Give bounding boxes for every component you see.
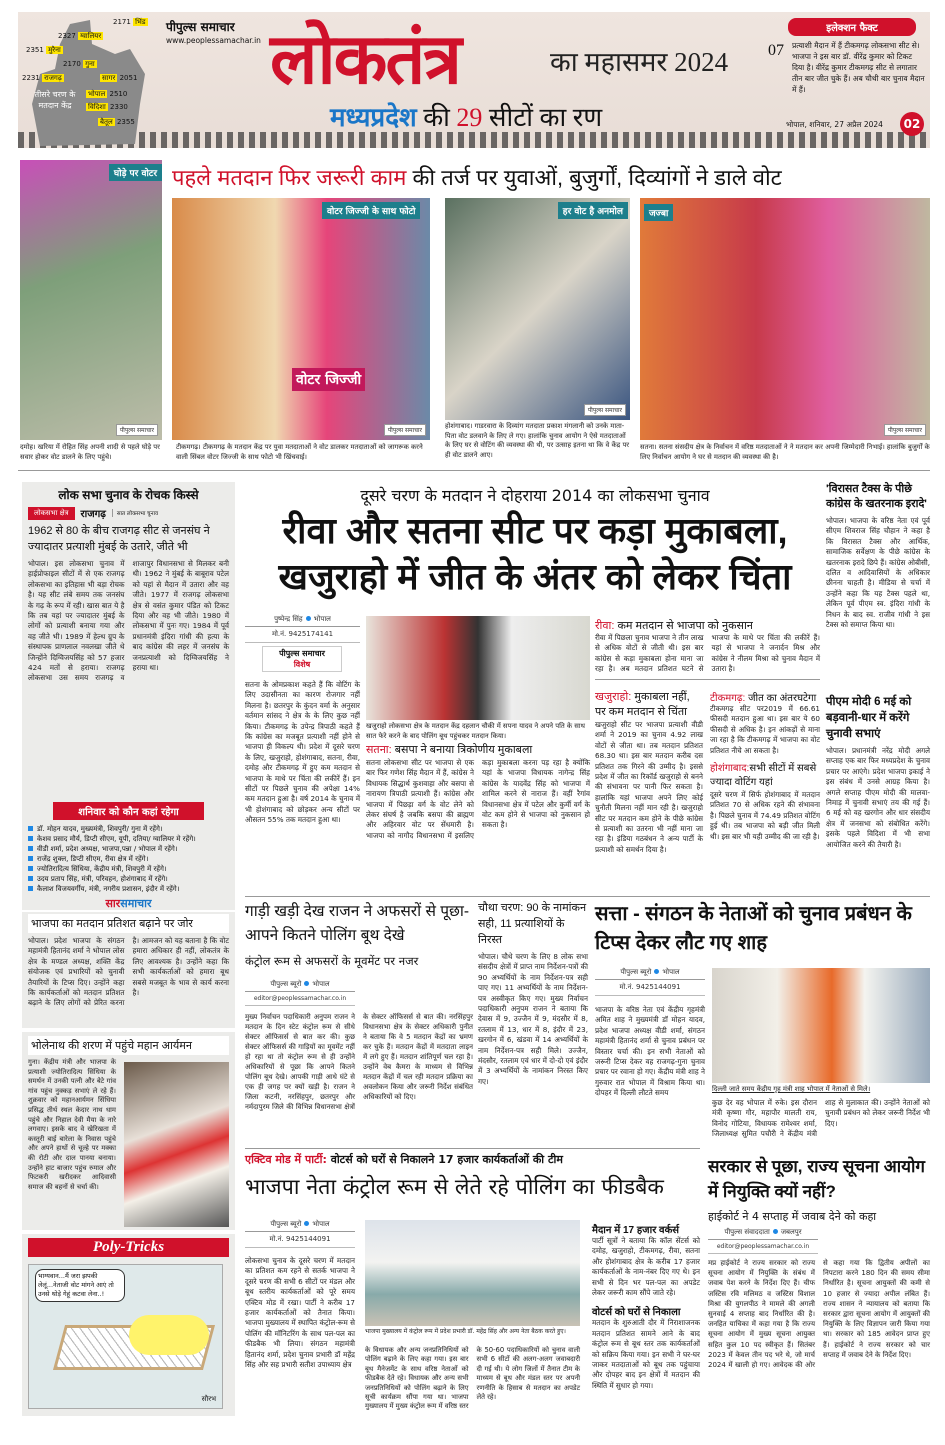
control-body-2: के विधायक और अन्य जनप्रतिनिधियों को पोलिंग बढ़ाने के लिए कहा गया। इस बार बूथ मैनेजमेंट के साथ वरिष्ठ नेताओं को फीडबैक देते रहे। विधायक और अन्य सभी जनप्रतिनिधियों को पोलिंग बढ़ाने के लिए सूची कार्यक्रम सौंपा गया था। भाजपा मुख्यालय में मुख्य कंट्रोल रूम में वरिष्ठ स्तर के 50-60 पदाधिकारियों को चुनाव वाली सभी 6 सीटों की अलग-अलग जवाबदारी दी गई थी। ये लोग जिलों में तैनात टीम के माध्यम से बूथ और मंडल स्तर पर अपनी रणनीति के हिसाब से मतदान का अपडेट लेते रहे। xyxy=(365,1346,580,1411)
hoshangabad-body: दूसरे चरण में सिर्फ होशंगाबाद में मतदान प्रतिशत 70 से अधिक रहने की संभावना है। पिछले चुनाव में 74.49 प्रतिशत वोटिंग हुई थी। तब भाजपा को बड़ी जीत मिली थी। इस बार भी यही उम्मीद की जा रही है। xyxy=(710,790,820,841)
saturday-box xyxy=(22,800,235,910)
saar-samachar-title: सारसमाचार xyxy=(105,897,152,910)
cartoon-speech-bubble: भाग्यवान...मैं जरा झपकी लेलूं...नेताजी वोट मांगने आएं तो उनसे थोड़े गेहूं कटवा लेना..! xyxy=(35,1269,125,1302)
seat-small: सात लोकसभा चुनाव xyxy=(112,509,158,517)
modi-body: भोपाल। प्रधानमंत्री नरेंद्र मोदी अगले सप्ताह एक बार फिर मध्यप्रदेश के चुनाव प्रचार पर आएंगे। प्रदेश भाजपा इकाई ने इस संबंध में उनसे आग्रह किया है। अगले सप्ताह पीएम मोदी की मालवा-निमाड़ में चुनावी सभाएं तय की गई हैं। 6 मई को वह खरगोन और धार संसदीय क्षेत्र में जनसभा को संबोधित करेंगे। इसके पहले विदिशा में भी सभा आयोजित करने की तैयारी है। xyxy=(826,746,930,849)
shah-byline-block: पीपुल्स ब्यूरो भोपाल मो.नं. 9425144091 xyxy=(595,966,705,996)
kisse-body: भोपाल। इस लोकसभा चुनाव में हाईप्रोफाइल सीटों में से एक राजगढ़ लोकसभा का इतिहास भी बड़ा रोचक है। यह सीट लंबे समय तक जनसंघ के गढ़ के रूप में रही। खास बात ये है कि तब यहां पर ज्यादातर मुंबई के लोगों को प्रत्याशी बनाया गया और वह जीते भी। 1989 में हेल्थ ग्रुप के संस्थापक प्राणलाल नवलखा जीते थे जिन्होंने दिग्विजयसिंह को 57 हजार 424 मतों से हराया। राजगढ़ लोकसभा उस समय राजगढ़ व शाजापुर विधानसभा से मिलकर बनी थी। 1962 ने मुंबई के बाबूराव पटेल को यहां से मैदान में उतारा और वह जीते। 1977 में राजगढ़ लोकसभा क्षेत्र से वसंत कुमार पंडित को टिकट दिया और वह भी जीते। 1980 में लोकसभा में पुनः गए। 1984 में पूर्व प्रधानमंत्री इंदिरा गांधी की हत्या के बाद कांग्रेस की लहर में जनसंघ के जनप्रत्याशी को दिग्विजयसिंह ने हराया था। xyxy=(28,559,229,683)
khajuraho-box xyxy=(595,690,703,855)
photo-bride-voter xyxy=(366,616,590,720)
gadi-body: मुख्य निर्वाचन पदाधिकारी अनुपम राजन ने मतदान के दिन स्टेट कंट्रोल रूम से सीधे सेक्टर ऑफिसर्स से बात कर की। कुछ सेक्टर ऑफिसर्स की गाड़ियों का मूवमेंट नहीं हो रहा था तो कंट्रोल रूम से ही उन्होंने अधिकारियों से पूछा कि आपने कितने पोलिंग बूथ देखे। आपकी गाड़ी आधे घंटे से एक ही जगह पर क्यों खड़ी है। राजन ने जिला कटनी, नरसिंहपुर, छतरपुर और नर्मदापुरम जिले की विभिन्न विधानसभा क्षेत्रों के सेक्टर ऑफिसर्स से बात की। नरसिंहपुर विधानसभा क्षेत्र के सेक्टर अधिकारी पुनीत ने बताया कि वे 5 मतदान केंद्रों का भ्रमण कर चुके हैं। मतदान केंद्रों में मतदाता लाइन में लगे हुए हैं। मतदान शांतिपूर्ण चल रहा है। उन्होंने वेब कैमरा के माध्यम से विभिन्न मतदान केंद्रों में चल रही मतदान प्रक्रिया का अवलोकन किया और जरूरी निर्देश संबंधित अधिकारियों को दिए। xyxy=(245,1013,473,1111)
poly-tricks-box xyxy=(22,1234,235,1416)
bholenath-body: गुना। केंद्रीय मंत्री और भाजपा के प्रत्याशी ज्योतिरादित्य सिंधिया के समर्थन में उनकी पत्नी और बेटे गांव गांव पहुंच नुक्कड़ सभाएं ले रहे हैं। शुक्रवार को महानआर्यमन सिंधिया प्रसिद्ध तीर्थ स्थल केदार नाथ धाम पहुंचे और निहाल देवी मैया के नारे लगवाए। इसके बाद वे खेरिखता में कस्तूरी बाई बारेला के निवास पहुंचे और अपने हाथों से चूल्हे पर मक्का की रोटी और दाल पानया बनाया। उन्होंने हाट बाजार पहुंच रुमाल और फिटकरी खरीदकर आदिवासी समाज की बहनों से चर्चा की। xyxy=(28,1058,116,1191)
side-body: पार्टी सूत्रों ने बताया कि कॉल सेंटर्स को दमोह, खजुराहो, टीकमगढ़, रीवा, सतना और होशंगाबाद क्षेत्र के करीब 17 हजार कार्यकर्ताओं के नाम-नंबर दिए गए थे। इन सभी से दिन भर पल-पल का अपडेट लेकर जरूरी काम सौंपे जाते रहे। xyxy=(592,1236,700,1298)
hc-byline-block: पीपुल्स संवाददाता जबलपुर editor@peoplessamachar.co.in xyxy=(708,1226,818,1254)
map-point-gwalior: 2327 ग्वालियर xyxy=(58,32,102,40)
kisse-headline: 1962 से 80 के बीच राजगढ़ सीट से जनसंघ ने ज्यादातर प्रत्याशी मुंबई के उतारे, जीते भी xyxy=(28,525,210,553)
phone: मो.नं. 9425174141 xyxy=(245,627,360,643)
cartoon xyxy=(28,1264,223,1409)
map-point-sagar: सागर 2051 xyxy=(102,74,138,82)
jijji-cutout-label: वोटर जिज्जी xyxy=(292,368,365,391)
fact-number: 07 xyxy=(768,42,784,59)
seat-badge: लोकसभा क्षेत्र xyxy=(28,507,75,520)
virasat-headline: 'विरासत टैक्स के पीछे कांग्रेस के खतरनाक इरादे' xyxy=(826,483,927,510)
saturday-list-item: डॉ. मोहन यादव, मुख्यमंत्री, शिवपुरी/ गुना में रहेंगे। xyxy=(28,824,163,834)
masthead xyxy=(18,12,930,148)
virasat-story xyxy=(826,482,930,630)
dateline: भोपाल, शनिवार, 27 अप्रैल 2024 xyxy=(786,120,883,129)
hc-headline: सरकार से पूछा, राज्य सूचना आयोग में नियुक्ति क्यों नहीं? xyxy=(708,1157,925,1201)
photo-caption: दमोह। खरिया में रोहित सिंह अपनी शादी से पहले घोड़े पर सवार होकर वोट डालने के लिए पहुंचे। xyxy=(20,443,160,461)
side-subhead: मैदान में 17 हजार वर्कर्स xyxy=(592,1225,680,1236)
lead-kicker: दूसरे चरण के मतदान ने दोहराया 2014 का लोकसभा चुनाव xyxy=(360,486,710,505)
election-fact-badge: इलेक्शन फैक्ट xyxy=(788,18,916,36)
bjp-brief-headline: भाजपा का मतदान प्रतिशत बढ़ाने पर जोर xyxy=(28,914,229,933)
saturday-list-item: वीडी शर्मा, प्रदेश अध्यक्ष, भाजपा,पन्ना / भोपाल में रहेंगे। xyxy=(28,844,178,854)
control-photo-caption: भाजपा मुख्यालय में कंट्रोल रूम में प्रदेश प्रभारी डॉ. महेंद्र सिंह और अन्य नेता बैठक करते हुए। xyxy=(365,1328,566,1335)
control-headline: भाजपा नेता कंट्रोल रूम से लेते रहे पोलिंग का फीडबैक xyxy=(245,1175,664,1200)
bholenath-headline: भोलेनाथ की शरण में पहुंचे महान आर्यमन xyxy=(28,1036,229,1055)
gadi-subheadline: कंट्रोल रूम से अफसरों के मूवमेंट पर नजर xyxy=(245,954,419,968)
photo-credit: पीपुल्स समाचार xyxy=(584,404,626,416)
photo-voter-jijji xyxy=(172,198,430,440)
satna-subhead: सतना: बसपा ने बनाया त्रिकोणीय मुकाबला xyxy=(366,744,533,756)
photo-caption: सतना। सतना संसदीय क्षेत्र के निर्वाचन में वरिष्ठ मतदाताओं ने ने मतदान कर अपनी जिम्मेदारी निभाई। हालांकि बुजुर्गों के लिए निर्वाचन आयोग ने घर से मतदान की व्यवस्था की है। xyxy=(640,443,930,461)
bullet-icon xyxy=(28,856,33,861)
photo-horse-voter xyxy=(20,160,162,440)
side-body: मतदान के शुरुआती दौर में निराशाजनक मतदान प्रतिशत सामने आने के बाद कंट्रोल रूम से बूथ स्तर तक कार्यकर्ताओं को सक्रिय किया गया। इन सभी ने घर-घर जाकर मतदाताओं को बूथ तक पहुंचाया और दोपहर बाद इन क्षेत्रों में मतदान की स्थिति में सुधार हो गया। xyxy=(592,1318,700,1390)
map-point-guna: 2170 गुना xyxy=(63,60,95,68)
photo-credit: पीपुल्स समाचार xyxy=(384,424,426,436)
saturday-title: शनिवार को कौन कहां रहेगा xyxy=(53,802,204,820)
modi-story xyxy=(826,694,930,850)
map-point-rajgarh: 2231 राजगढ़ xyxy=(22,74,62,82)
photo-story-headline: पहले मतदान फिर जरूरी काम की तर्ज पर युवाओं, बुजुर्गों, दिव्यांगों ने डाले वोट xyxy=(172,165,782,190)
khajuraho-body: खजुराहो सीट पर भाजपा प्रत्याशी वीडी शर्मा ने 2019 का चुनाव 4.92 लाख वोटों से जीता था। तब मतदान प्रतिशत 68.30 था। इस बार मतदान करीब दस प्रतिशत तक गिरने की उम्मीद है। इससे प्रदेश में जीत का रिकॉर्ड खजुराहो से बनने की संभावना पर पानी फिर सकता है। हालांकि यहां भाजपा अपने लिए कोई चुनौती मिलना नहीं मान रही है। खजुराहो सीट पर मतदान कम होने के पीछे कांग्रेस से प्रत्याशी का उतरना भी नहीं माना जा रहा है। इंडिया गठबंधन ने अन्य पार्टी के प्रत्याशी को समर्थन दिया है। xyxy=(595,720,703,854)
fact-text: प्रत्याशी मैदान में हैं टीकमगढ़ लोकसभा सीट से। भाजपा ने इस बार डॉ. वीरेंद्र कुमार को टिकट दिया है। वीरेंद्र कुमार टीकमगढ़ सीट से लगातार तीन बार जीत चुके हैं। अब चौथी बार चुनाव मैदान में हैं। xyxy=(792,41,925,94)
reeva-subhead: रीवा: कम मतदान से भाजपा को नुकसान xyxy=(595,620,753,632)
reeva-body: रीवा में पिछला चुनाव भाजपा ने तीन लाख से अधिक वोटों से जीती थी। इस बार कांग्रेस से कड़ा मुकाबला होना माना जा रहा है। अब मतदान प्रतिशत घटने से भाजपा के माथे पर चिंता की लकीरें हैं। यहां से भाजपा ने जनार्दन मिश्र और कांग्रेस ने नीलम मिश्रा को चुनाव मैदान में उतारा है। xyxy=(595,633,820,674)
divider xyxy=(18,470,930,471)
shah-body: भाजपा के वरिष्ठ नेता एवं केंद्रीय गृहमंत्री अमित शाह ने मुख्यमंत्री डॉ मोहन यादव, प्रदेश भाजपा अध्यक्ष वीडी शर्मा, संगठन महामंत्री हितानंद शर्मा से चुनाव प्रबंधन पर विस्तार चर्चा की। इन सभी नेताओं को जरूरी टिप्स देकर वह राजगढ़-गुना चुनाव प्रचार पर रवाना हो गए। केंद्रीय मंत्री शाह ने गुरुवार रात भोपाल में विश्राम किया था। दोपहर में दिल्ली लौटते समय xyxy=(595,1005,705,1098)
bjp-brief xyxy=(22,912,235,1028)
poly-tricks-title: Poly-Tricks xyxy=(28,1238,229,1257)
cartoon-man xyxy=(129,1315,209,1355)
chautha-headline: चौथा चरण: 90 के नामांकन सही, 11 प्रत्याशियों के निरस्त xyxy=(478,902,587,946)
kisse-seat-row xyxy=(28,506,229,520)
photo-elderly-voters xyxy=(640,198,930,440)
tikamgarh-body: टीकमगढ़ सीट पर2019 में 66.61 फीसदी मतदान हुआ था। इस बार ये 60 फीसदी से अधिक है। इन आंकड़ों से माना जा रहा है कि टीकमगढ़ में भाजपा का वोट प्रतिशत नीचे आ सकता है। xyxy=(710,704,820,755)
bullet-icon xyxy=(28,876,33,881)
saturday-list xyxy=(28,824,229,894)
photo-caption: टीकमगढ़। टीकमगढ़ के मतदान केंद्र पर युवा मतदाताओं ने वोट डालकर मतदाताओं को जागरूक करने वाली सिंबल वोटर जिज्जी के साथ फोटो भी खिंचवाई। xyxy=(176,443,423,461)
bullet-icon xyxy=(28,836,33,841)
bullet-icon xyxy=(28,886,33,891)
virasat-body: भोपाल। भाजपा के वरिष्ठ नेता एवं पूर्व सीएम शिवराज सिंह चौहान ने कहा है कि विरासत टैक्स और आर्थिक, सामाजिक सर्वेक्षण के पीछे कांग्रेस के खतरनाक इरादे छिपे हैं। कांग्रेस ओबीसी, दलित व आदिवासियों के अधिकार छीनना चाहती है। मीडिया से चर्चा में उन्होंने कहा कि यह टैक्स पहले था, लेकिन पूर्व पीएम स्व. इंदिरा गांधी के निधन के बाद स्व. राजीव गांधी ने इस टैक्स को समाप्त किया था। xyxy=(826,516,930,630)
khajuraho-subhead: खजुराहो: मुकाबला नहीं, पर कम मतदान से चिंता xyxy=(595,691,690,718)
control-side-1 xyxy=(592,1222,700,1391)
map-point-bhopal: भोपाल 2510 xyxy=(88,90,128,98)
bullet-icon xyxy=(28,846,33,851)
map-point-morena: 2351 मुरैना xyxy=(26,46,61,54)
gadi-byline-block: पीपुल्स ब्यूरो भोपाल editor@peoplessamachar.co.in xyxy=(245,978,355,1006)
bullet-icon xyxy=(28,866,33,871)
kisse-box xyxy=(22,482,235,800)
saturday-list-item: उदय प्रताप सिंह, मंत्री, परिवहन, होशंगाबाद में रहेंगे। xyxy=(28,874,168,884)
photo-tag: जज्बा xyxy=(644,204,673,221)
saturday-list-item: कैलाश विजयवर्गीय, मंत्री, नगरीय प्रशासन, इंदौर में रहेंगे। xyxy=(28,884,179,894)
kisse-title: लोक सभा चुनाव के रोचक किस्से xyxy=(58,488,199,502)
page-number: 02 xyxy=(900,112,924,136)
hoshangabad-subhead: होशंगाबाद:सभी सीटों में सबसे ज्यादा वोटिंग यहां xyxy=(710,763,817,789)
control-body: लोकसभा चुनाव के दूसरे चरण में मतदान का प्रतिशत कम रहने से सतर्क भाजपा ने दूसरे चरण की सभी 6 सीटों पर मंडल और बूथ स्तरीय कार्यकर्ताओं को पूरे समय एक्टिव मोड में रखा। पार्टी ने करीब 17 हजार कार्यकर्ताओं को तैनात किया। भाजपा मुख्यालय में स्थापित कंट्रोल-रूम से पोलिंग की मॉनिटरिंग के साथ पल-पल का फीडबैक भी लिया। संगठन महामंत्री हितानंद शर्मा, प्रदेश चुनाव प्रभारी डॉ महेंद्र सिंह और सह प्रभारी सतीश उपाध्याय क्षेत्र xyxy=(245,1256,355,1370)
lead-body: सतना के ओमप्रकाश कहते हैं कि वोटिंग के लिए उदासीनता का कारण रोजगार नहीं मिलना है। छतरपुर के कुंदन वर्मा के अनुसार वर्तमान सांसद ने क्षेत्र के के लिए कुछ नहीं किया। टीकमगढ़ के उपेन्द्र त्रिपाठी कहते हैं कि कांग्रेस का मजबूत प्रत्याशी नहीं होने से भाजपा ही विकल्प थी। प्रदेश में दूसरे चरण के लिए, खजुराहो, होशंगाबाद, सतना, रीवा, दमोह और टीकमगढ़ में हुए कम मतदान से भाजपा के माथे पर चिंता की लकीरें हैं। इन सीटों पर पिछले चुनाव की अपेक्षा 14% कम मतदान हुआ है। वर्ष 2014 के चुनाव में भी होशंगाबाद को छोड़कर अन्य सीटों पर औसतन 55% तक मतदान हुआ था। xyxy=(245,680,360,825)
lead-photo-caption: खजुराहो लोकसभा क्षेत्र के मतदान केंद्र दहलान चौकी में सपना यादव ने अपने पति के साथ सात फेरे करने के बाद पोलिंग बूथ पहुंचकर मतदान किया। xyxy=(366,722,585,740)
saturday-list-item: राजेंद्र शुक्ल, डिप्टी सीएम, रीवा क्षेत्र में रहेंगे। xyxy=(28,854,148,864)
tikamgarh-box xyxy=(710,690,820,842)
photo-credit: पीपुल्स समाचार xyxy=(884,424,926,436)
saturday-list-item: ज्योतिरादित्य सिंधिया, केंद्रीय मंत्री, शिवपुरी में रहेंगे। xyxy=(28,864,167,874)
photo-credit: पीपुल्स समाचार xyxy=(116,424,158,436)
side-subhead: वोटर्स को घरों से निकाला xyxy=(592,1307,681,1319)
divider xyxy=(245,1148,700,1149)
saturday-list-item: केशव प्रसाद मौर्य, डिप्टी सीएम, यूपी, दतिया/ ग्वालियर मे रहेंगे। xyxy=(28,834,196,844)
hc-body: मप्र हाईकोर्ट ने राज्य सरकार को राज्य सूचना आयोग में नियुक्ति के संबंध में जवाब पेश करने के निर्देश दिए हैं। चीफ जस्टिस रवि मलिमठ व जस्टिस विशाल मिश्रा की युगलपीठ ने मामले की अगली सुनवाई 4 सप्ताह बाद निर्धारित की है। जनहित याचिका में कहा गया है कि राज्य सूचना आयोग में मुख्य सूचना आयुक्त सहित कुल 10 पद स्वीकृत हैं। सितंबर 2023 में केवल तीन पद भरे थे, जो मार्च 2024 में खाली हो गए। आवेदक की ओर से कहा गया कि द्वितीय अपीलों का निपटारा करने 180 दिन की समय सीमा निर्धारित है। सूचना आयुक्तों की कमी से 10 हजार से ज्यादा अपील लंबित हैं। राज्य शासन ने न्यायालय को बताया कि सरकार द्वारा सूचना आयोग में आयुक्तों की नियुक्ति के लिए विज्ञापन जारी किया गया था। सरकार को 185 आवेदन प्राप्त हुए हैं। हाईकोर्ट ने राज्य सरकार को चार सप्ताह में जवाब देने के निर्देश दिए। xyxy=(708,1259,930,1370)
photo-tag: वोटर जिज्जी के साथ फोटो xyxy=(322,202,420,219)
chautha-story xyxy=(478,900,588,1087)
tikamgarh-subhead: टीकमगढ़: जीत का अंतरघटेगा xyxy=(710,693,817,704)
photo-amit-shah xyxy=(712,968,930,1083)
photo-control-room xyxy=(365,1220,580,1326)
lead-headline: रीवा और सतना सीट पर कड़ा मुकाबला, खजुराहो में जीत के अंतर को लेकर चिंता xyxy=(278,510,792,597)
control-kicker: एक्टिव मोड में पार्टी: वोटर्स को घरों से निकालने 17 हजार कार्यकर्ताओं की टीम xyxy=(245,1153,563,1166)
masthead-tagline: मध्यप्रदेश की 29 सीटों का रण xyxy=(330,103,603,132)
chautha-body: भोपाल। चौथे चरण के लिए 8 लोक सभा संसदीय क्षेत्रों में प्राप्त नाम निर्देशन-पत्रों की 90 अभ्यर्थियों के नाम निर्देशन-पत्र सही पाए गए। 11 अभ्यर्थियों के नाम निर्देशन-पत्र अस्वीकृत किए गए। मुख्य निर्वाचन पदाधिकारी अनुपम राजन ने बताया कि देवास में 9, उज्जैन में 9, मंदसौर में 8, रतलाम में 13, धार में 8, इंदौर में 23, खरगोन में 6, खंडवा में 14 अभ्यर्थियों के नाम निर्देशन-पत्र सही मिले। उज्जैन, मंदसौर, रतलाम एवं धार में दो-दो एवं इंदौर में 3 अभ्यर्थियों के नामांकन निरस्त किए गए। xyxy=(478,952,588,1086)
bjp-brief-body: भोपाल। प्रदेश भाजपा के संगठन महामंत्री हितानंद शर्मा ने भोपाल लोस क्षेत्र के मण्डल अध्यक्ष, शक्ति केंद्र संयोजक एवं प्रभारियों को चुनावी तैयारियों के टिप्स दिए। उन्होंने कहा कि कार्यकर्ताओं को मतदान प्रतिशत बढ़ाने के लिए लोगों को प्रेरित करना है। आमजन को यह बताना है कि वोट हमारा अधिकार ही नहीं, लोकतंत्र के लिए आवश्यक है। उन्होंने कहा कि सभी कार्यकर्ताओं को हमारा बूथ सबसे मजबूत के भाव से कार्य करना है। xyxy=(28,936,229,1008)
gadi-headline: गाड़ी खड़ी देख राजन ने अफसरों से पूछा-आपने कितने पोलिंग बूथ देखे xyxy=(245,903,470,944)
reeva-box xyxy=(595,618,820,680)
masthead-subtitle: का महासमर 2024 xyxy=(550,47,729,77)
satna-body: सतना लोकसभा सीट पर भाजपा से एक बार फिर गणेश सिंह मैदान में हैं, कांग्रेस ने विधायक सिद्धार्थ कुशवाहा और बसपा से नारायण त्रिपाठी प्रत्याशी हैं। कांग्रेस और भाजपा में पिछड़ा वर्ग के वोट लेने को लेकर संघर्ष है जबकि बसपा की ब्राह्मण और अहिरवार वोट पर सेंधमारी है। भाजपा को नागौद विधानसभा में इसलिए कड़ा मुकाबला करना पड़ रहा है क्योंकि यहां के भाजपा विधायक नागेन्द्र सिंह कांग्रेस के यादवेंद्र सिंह को भाजपा में शामिल करने से नाराज हैं। वहीं रैगांव विधानसभा क्षेत्र में पटेल और कुर्मी वर्ग के वोट कम होने से भाजपा को नुकसान हो सकता है। xyxy=(366,758,590,840)
seat-name: राजगढ़ xyxy=(80,509,106,520)
lead-byline-block xyxy=(245,613,360,643)
bullet-icon xyxy=(28,826,33,831)
website[interactable]: www.peoplessamachar.in xyxy=(166,36,261,45)
photo-aryaman xyxy=(124,1062,229,1227)
photo-caption: होशंगाबाद। गाडरवारा के दिव्यांग मतदाता प्रकाश मंगलानी को उनके माता-पिता वोट डलवाने के लिए ले गए। हालांकि चुनाव आयोग ने ऐसे मतदाताओं के लिए घर से वोटिंग की व्यवस्था की थी, पर उत्साह इतना था कि वे केंद्र पर ही वोट डालने आए। xyxy=(445,422,630,459)
modi-headline: पीएम मोदी 6 मई को बड़वानी-धार में करेंगे चुनावी सभाएं xyxy=(826,696,912,740)
map-point-vidisha: विदिशा 2330 xyxy=(88,103,128,111)
map-point-betul: बैतूल 2355 xyxy=(100,118,135,126)
map-label: तीसरे चरण के मतदान केंद्र xyxy=(34,90,76,110)
map-point-bhind: 2171 भिंड xyxy=(113,18,146,26)
control-byline-block: पीपुल्स ब्यूरो भोपाल मो.नं. 9425144091 xyxy=(245,1218,355,1248)
shah-body-2: कुछ देर वह भोपाल में रुके। इस दौरान मंत्री कृष्णा गौर, महापौर मालती राय, विनोद गोटिया, विधायक रामेश्वर शर्मा, जिलाध्यक्ष सुमित पचौरी ने केंद्रीय मंत्री शाह से मुलाकात की। उन्होंने नेताओं को चुनावी प्रबंधन को लेकर जरूरी निर्देश भी दिए। xyxy=(712,1098,930,1139)
photo-divyang-voter xyxy=(445,198,630,420)
photo-tag: घोड़े पर वोटर xyxy=(109,164,162,181)
bholenath-brief xyxy=(22,1032,235,1230)
shah-photo-caption: दिल्ली जाते समय केंद्रीय गृह मंत्री शाह भोपाल में नेताओं से मिले। xyxy=(712,1085,871,1093)
special-label: पीपुल्स समाचार विशेष xyxy=(262,646,342,672)
email[interactable]: editor@peoplessamachar.co.in xyxy=(245,992,355,1006)
masthead-title: लोकतंत्र xyxy=(270,20,460,98)
brand-logo: पीपुल्स समाचार xyxy=(166,20,235,34)
hc-subheadline: हाईकोर्ट ने 4 सप्ताह में जवाब देने को कहा xyxy=(708,1210,877,1223)
divider xyxy=(245,896,930,897)
byline: पुष्पेन्द्र सिंह भोपाल xyxy=(245,613,360,627)
shah-headline: सत्ता - संगठन के नेताओं को चुनाव प्रबंधन के टिप्स देकर लौट गए शाह xyxy=(595,903,912,954)
photo-tag: हर वोट है अनमोल xyxy=(558,202,628,219)
cartoon-signature: सौरभ xyxy=(201,1395,216,1403)
